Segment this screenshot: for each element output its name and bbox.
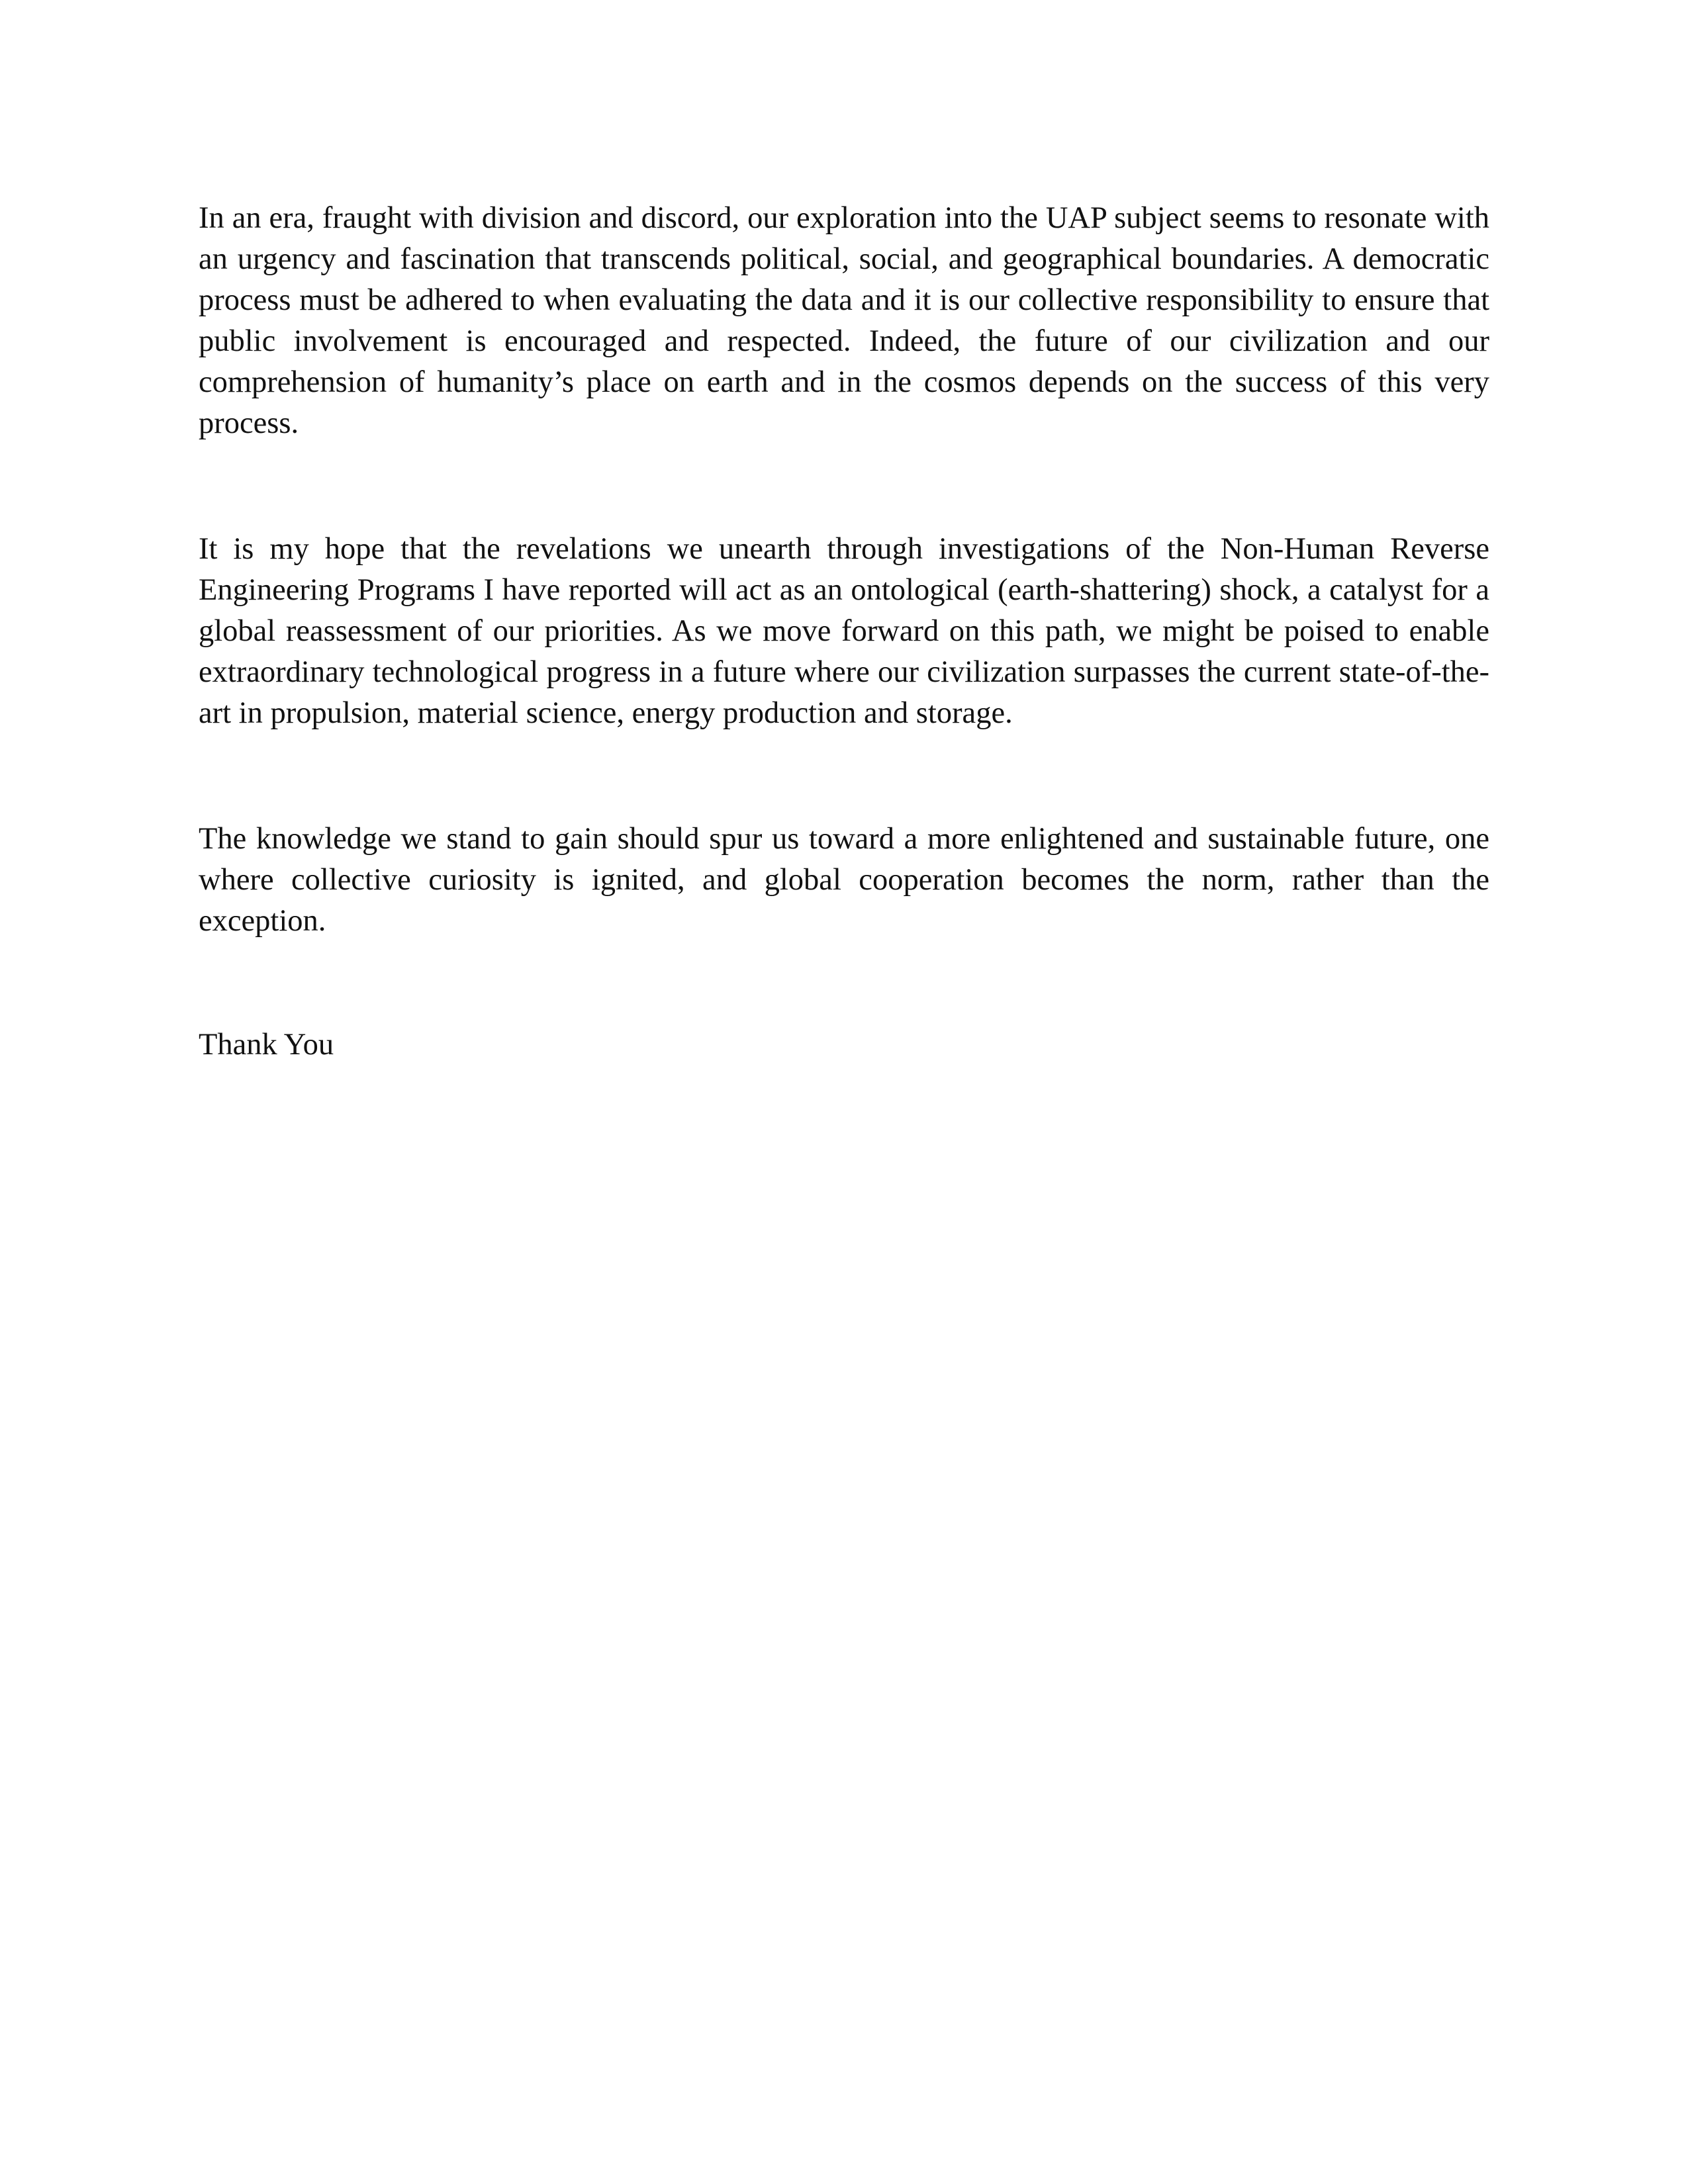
paragraph-reverse-engineering-hope: It is my hope that the revelations we unearth through investigations of the Non-Human Reverse Engineering Programs I have reported will act as an ontological (earth-shattering) shock, a catalyst for a global reassessment of our priorities. As we move forward on this path, we might be poised to enable extraordinary technological progress in a future where our civilization surpasses the current state-of-the-art in propulsion, material science, energy production and storage.: [199, 532, 1489, 730]
paragraph-knowledge-future: The knowledge we stand to gain should spur us toward a more enlightened and sustainable future, one where collective curiosity is ignited, and global cooperation becomes the norm, rather than the exception.: [199, 822, 1489, 938]
closing-line: Thank You: [199, 1028, 334, 1062]
paragraph-uap-exploration: In an era, fraught with division and discord, our exploration into the UAP subject seems to resonate with an urgency and fascination that transcends political, social, and geographical boundaries. A democratic process must be adhered to when evaluating the data and it is our collective responsibility to ensure that public involvement is encouraged and respected. Indeed, the future of our civilization and our comprehension of humanity’s place on earth and in the cosmos depends on the success of this very process.: [199, 201, 1489, 440]
